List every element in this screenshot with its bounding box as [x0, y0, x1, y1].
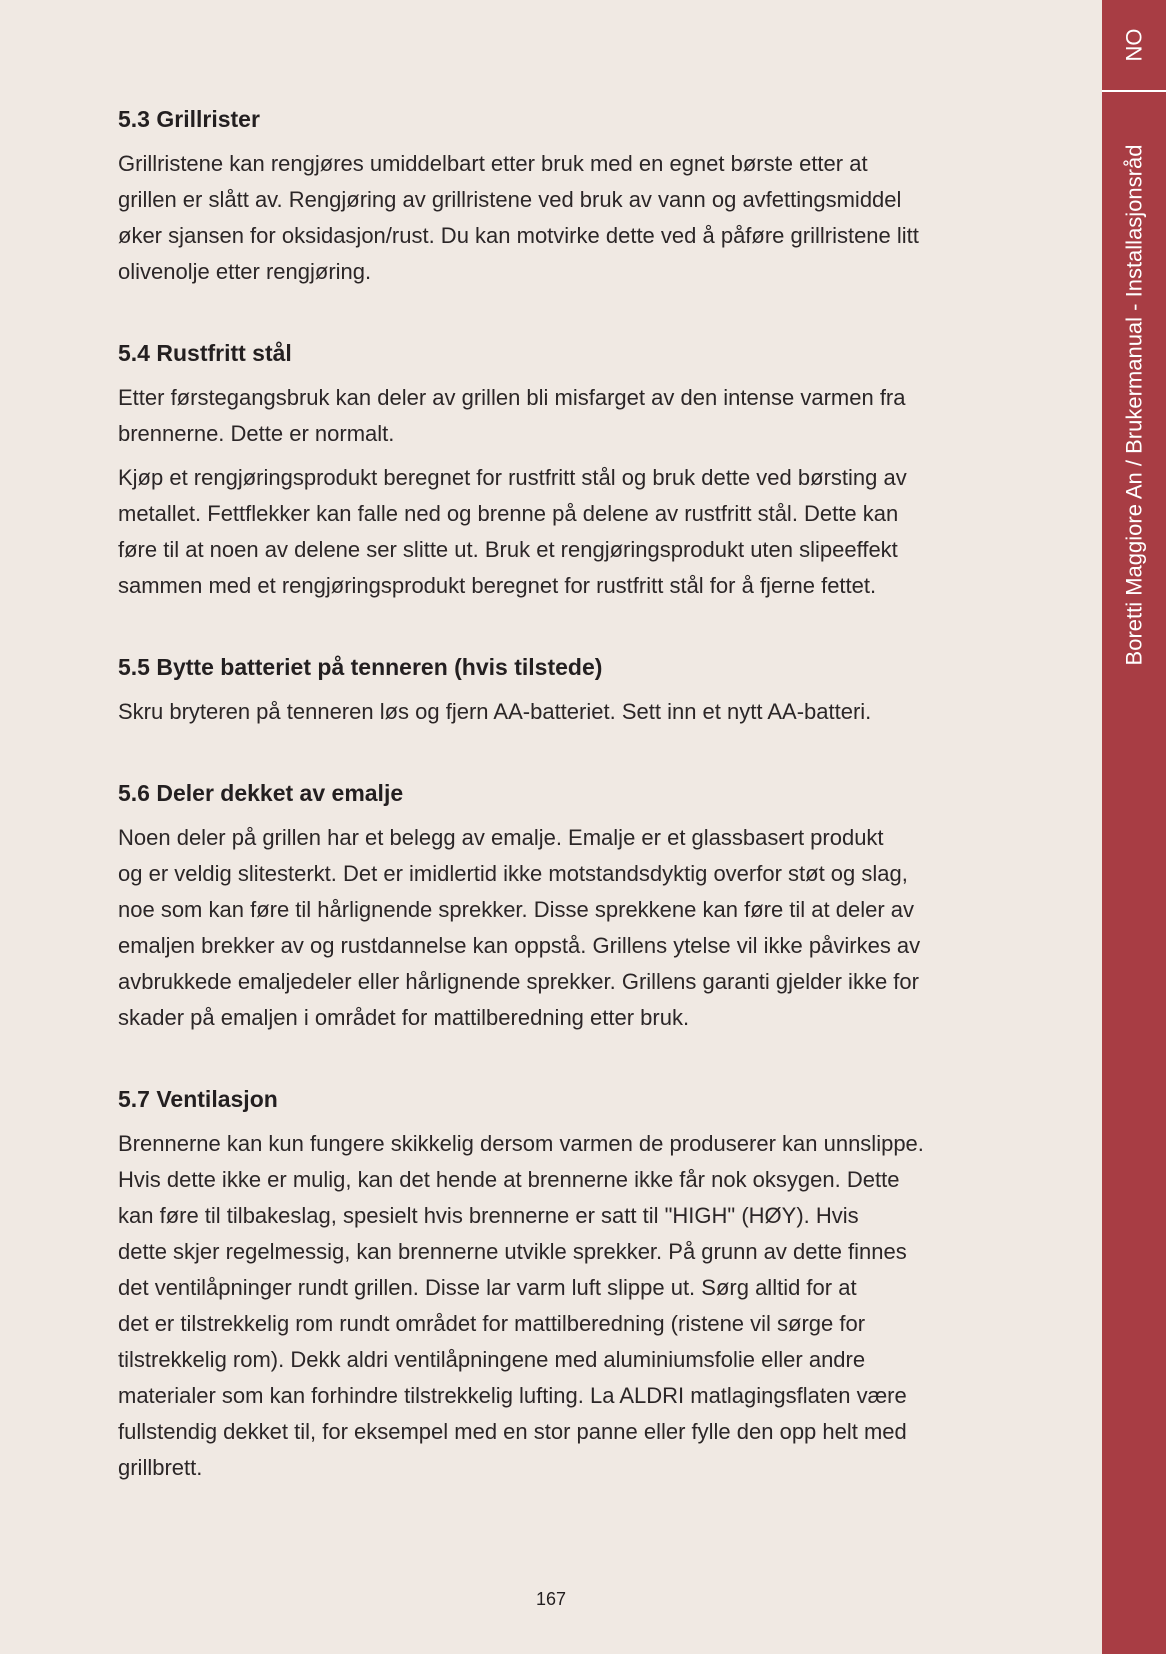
- section-heading: 5.4 Rustfritt stål: [118, 340, 292, 366]
- section-paragraph: Brennerne kan kun fungere skikkelig dersom varmen de produserer kan unnslippe. Hvis dette ikke er mulig, kan det hende at brennerne ikke får nok oksygen. Dette kan føre til tilbakeslag, spesielt hvis brennerne er satt til "HIGH" (HØY). Hvis dette skjer regelmessig, kan brennerne utvikle sprekker. På grunn av dette finnes det ventilåpninger rundt grillen. Disse lar varm luft slippe ut. Sørg alltid for at det er tilstrekkelig rom rundt området for mattilberedning (ristene vil sørge for tilstrekkelig rom). Dekk aldri ventilåpningene med aluminiumsfolie eller andre materialer som kan forhindre tilstrekkelig lufting. La ALDRI matlagingsflaten være fullstendig dekket til, for eksempel med en stor panne eller fylle den opp helt med grillbrett.: [118, 1131, 924, 1480]
- side-tab-divider: [1102, 90, 1166, 92]
- section-heading: 5.5 Bytte batteriet på tenneren (hvis tilstede): [118, 654, 603, 680]
- section-paragraph: Etter førstegangsbruk kan deler av grillen bli misfarget av den intense varmen fra brennerne. Dette er normalt.: [118, 385, 906, 446]
- document-body: [118, 104, 998, 1534]
- page-number: 167: [535, 1589, 567, 1609]
- section-paragraph: Skru bryteren på tenneren løs og fjern AA-batteriet. Sett inn et nytt AA-batteri.: [118, 699, 872, 724]
- section-heading: 5.7 Ventilasjon: [118, 1086, 278, 1112]
- section-grillrister: [118, 104, 998, 290]
- language-label: NO: [1121, 28, 1146, 62]
- section-bytte-batteriet: [118, 652, 998, 730]
- section-heading: 5.6 Deler dekket av emalje: [118, 780, 404, 806]
- section-paragraph: Noen deler på grillen har et belegg av emalje. Emalje er et glassbasert produkt og er veldig slitesterkt. Det er imidlertid ikke motstandsdyktig overfor støt og slag, noe som kan føre til hårlignende sprekker. Disse sprekkene kan føre til at deler av emaljen brekker av og rustdannelse kan oppstå. Grillens ytelse vil ikke påvirkes av avbrukkede emaljedeler eller hårlignende sprekker. Grillens garanti gjelder ikke for skader på emaljen i området for mattilberedning etter bruk.: [118, 825, 921, 1030]
- section-ventilasjon: [118, 1084, 998, 1486]
- section-rustfritt-stal: [118, 338, 998, 604]
- section-paragraph: Grillristene kan rengjøres umiddelbart etter bruk med en egnet børste etter at grillen er slått av. Rengjøring av grillristene ved bruk av vann og avfettingsmiddel øker sjansen for oksidasjon/rust. Du kan motvirke dette ved å påføre grillristene litt olivenolje etter rengjøring.: [118, 151, 919, 284]
- section-heading: 5.3 Grillrister: [118, 106, 260, 132]
- side-tab-title: [1102, 100, 1166, 710]
- section-paragraph: Kjøp et rengjøringsprodukt beregnet for rustfritt stål og bruk dette ved børsting av metallet. Fettflekker kan falle ned og brenne på delene av rustfritt stål. Dette kan føre til at noen av delene ser slitte ut. Bruk et rengjøringsprodukt uten slipeeffekt sammen med et rengjøringsprodukt beregnet for rustfritt stål for å fjerne fettet.: [118, 465, 907, 598]
- section-deler-dekket-av-emalje: [118, 778, 998, 1036]
- side-tab-language: [1102, 0, 1166, 90]
- side-tab: [1102, 0, 1166, 1654]
- manual-title: Boretti Maggiore An / Brukermanual - Installasjonsråd: [1121, 144, 1147, 666]
